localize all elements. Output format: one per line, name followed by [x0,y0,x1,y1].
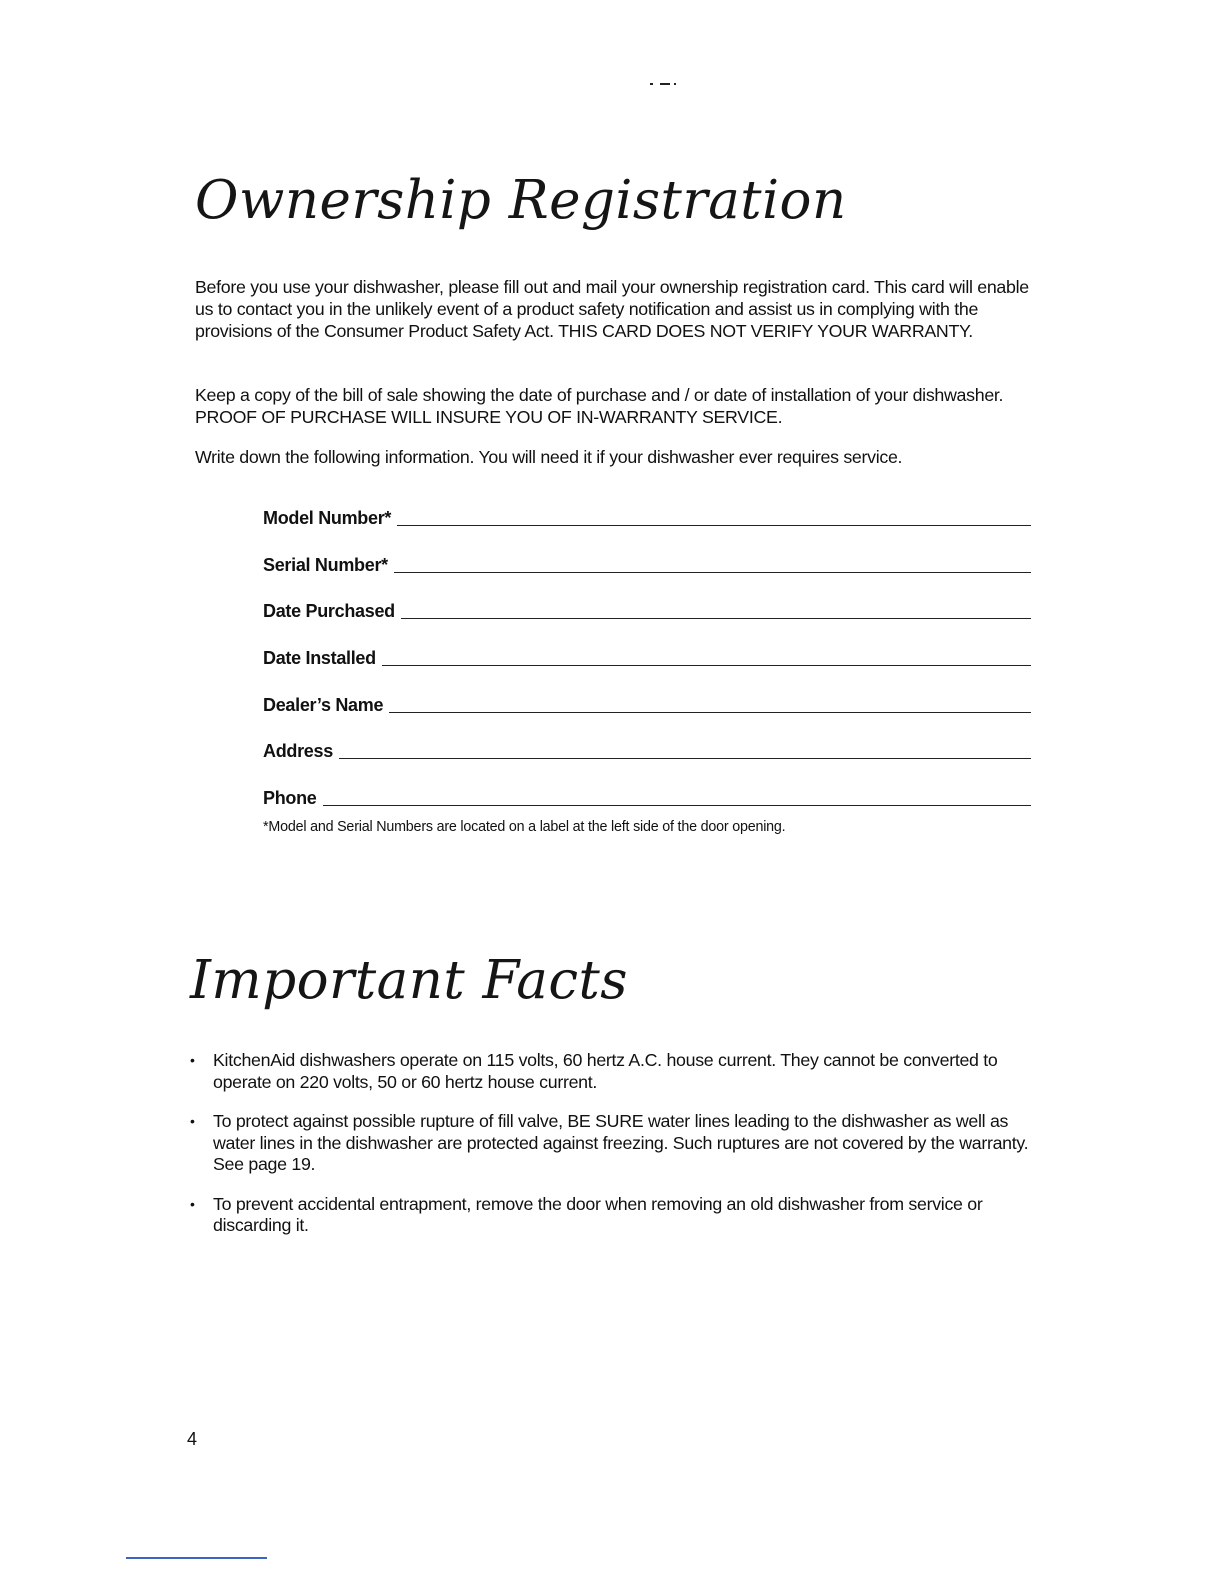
model-number-field [263,505,1031,529]
fill-in-line[interactable] [382,665,1031,666]
serial-number-field [263,552,1031,576]
fact-text: To prevent accidental entrapment, remove the door when removing an old dishwasher from service or discarding it. [213,1193,983,1235]
field-label: Model Number* [263,508,392,528]
ownership-title: Ownership Registration [195,170,847,231]
facts-title: Important Facts [190,950,628,1011]
facts-list [190,1050,1040,1255]
date-installed-field [263,645,1031,669]
fill-in-line[interactable] [323,805,1031,806]
list-item [190,1111,1040,1176]
field-label: Phone [263,788,317,809]
dealers-name-field [263,692,1031,716]
bottom-divider [126,1557,267,1559]
fact-text: KitchenAid dishwashers operate on 115 volts, 60 hertz A.C. house current. They cannot be converted to operate on 220 volts, 50 or 60 hertz house current. [213,1050,998,1092]
fill-in-line[interactable] [401,618,1031,619]
field-label: Date Purchased [263,601,395,622]
registration-fields [263,505,1031,832]
fill-in-line[interactable] [397,525,1031,526]
fact-text: To protect against possible rupture of fill valve, BE SURE water lines leading to the dishwasher as well as water lines in the dishwasher are protected against freezing. Such ruptures are not covered by the warranty. See page 19. [213,1111,1029,1174]
date-purchased-field [263,598,1031,622]
serial-location-footnote: *Model and Serial Numbers are located on a label at the left side of the door opening. [263,819,786,835]
scan-mark [650,80,676,88]
bullet-icon: • [190,1195,195,1212]
fill-in-line[interactable] [394,572,1031,573]
field-label: Dealer’s Name [263,694,384,715]
write-down-paragraph: Write down the following information. You will need it if your dishwasher ever requires service. [195,447,903,467]
fill-in-line[interactable] [339,758,1031,759]
phone-field [263,785,1031,809]
page-number: 4 [187,1429,198,1449]
bullet-icon: • [190,1052,195,1068]
field-label: Address [263,741,333,762]
bullet-icon: • [190,1113,195,1129]
list-item [190,1050,1040,1093]
field-label: Date Installed [263,648,376,669]
registration-paragraph: Before you use your dishwasher, please fill out and mail your ownership registration card. This card will enable us to contact you in the unlikely event of a product safety notification and assist us in complying with the provisions of the Consumer Product Safety Act. THIS CARD DOES NOT VERIFY YOUR WARRANTY. [195,277,1029,341]
address-field [263,738,1031,762]
fill-in-line[interactable] [389,712,1031,713]
list-item [190,1194,1040,1237]
field-label: Serial Number* [263,554,388,575]
bill-of-sale-paragraph: Keep a copy of the bill of sale showing the date of purchase and / or date of installation of your dishwasher. PROOF OF PURCHASE WILL INSURE YOU OF IN-WARRANTY SERVICE. [195,385,1004,427]
